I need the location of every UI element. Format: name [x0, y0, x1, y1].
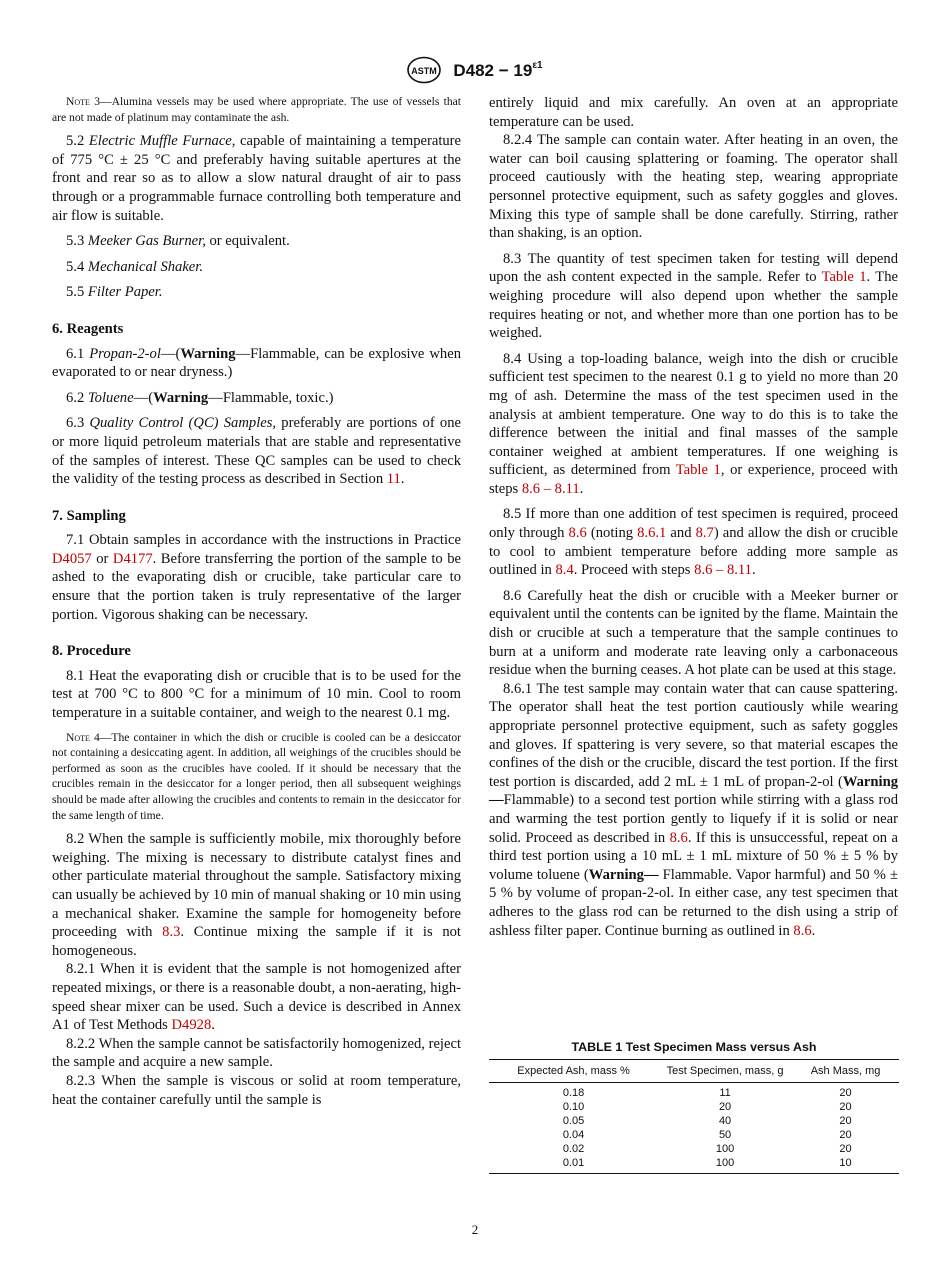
table-1 [489, 1040, 899, 1174]
ref-d4057[interactable]: D4057 [52, 550, 92, 567]
cell: 0.10 [562, 1101, 585, 1113]
ref-d4928[interactable]: D4928 [171, 1017, 212, 1034]
cell: 20 [718, 1101, 732, 1113]
svg-text:ASTM: ASTM [411, 66, 438, 76]
section-8-1: 8.1 Heat the evaporating dish or crucible that is to be used for the test at 700 °C to 800 °C for a minimum of 10 min. Cool to room temperature in a suitable container, and weigh to the nearest 0.1 mg. [52, 667, 461, 722]
astm-logo [407, 56, 441, 84]
heading-reagents: 6. Reagents [52, 320, 124, 337]
cell: 50 [718, 1129, 732, 1141]
cell: 20 [839, 1115, 852, 1127]
cell: 40 [718, 1115, 732, 1127]
ref-8-6-8-11[interactable]: 8.6 – 8.11 [694, 562, 752, 579]
ref-8-6[interactable]: 8.6 [793, 922, 812, 939]
note-3: Note 3—Alumina vessels may be used where appropriate. The use of vessels that are not made of platinum may contaminate the ash. [52, 95, 461, 124]
page-number: 2 [471, 1222, 479, 1237]
header-ash-mass: Ash Mass, mg [792, 1060, 899, 1083]
cell: 0.04 [562, 1129, 585, 1141]
ref-8-4[interactable]: 8.4 [555, 562, 574, 579]
cell: 0.05 [562, 1115, 585, 1127]
ref-8-6-1[interactable]: 8.6.1 [637, 525, 667, 542]
section-8-2: 8.2 When the sample is sufficiently mobile, mix thoroughly before weighing. The mixing is necessary to distribute catalyst fines and other particulate material throughout the sample. Satisfactory mixing can usually be achieved by 10 min of manual shaking or 10 min using a mechanical shaker. Examine the sample for homogeneity before proceeding with 8.3. Continue mixing the sample if it is not homogeneous. [52, 831, 461, 959]
heading-sampling: 7. Sampling [52, 507, 126, 524]
table-row [489, 1083, 899, 1101]
section-8-4: 8.4 Using a top-loading balance, weigh into the dish or crucible sufficient test specimen to the nearest 0.1 g to yield no more than 20 mg of ash. Determine the mass of the test specimen used in the analysis at ambient temperature. One way to do this is to take the difference between the initial and final masses of the sample container weighed at ambient temperatures. If one weighing is sufficient, as determined from Table 1, or experience, proceed with steps 8.6 – 8.11. [489, 350, 898, 497]
section-6-3: 6.3 Quality Control (QC) Samples, preferably are portions of one or more liquid petroleum materials that are stable and representative of the samples of interest. These QC samples can be used to check the validity of the testing process as described in Section 11. [52, 415, 461, 488]
section-8-2-2: 8.2.2 When the sample cannot be satisfactorily homogenized, reject the sample and acquire a new sample. [52, 1035, 461, 1071]
left-column [52, 94, 461, 1109]
table-row [489, 1114, 899, 1128]
ref-section-11[interactable]: 11 [386, 471, 401, 488]
cell: 0.18 [562, 1087, 585, 1099]
section-5-2: 5.2 Electric Muffle Furnace, capable of maintaining a temperature of 775 °C ± 25 °C and preferably having suitable apertures at the front and rear so as to allow a slow natural draught of air to pass through or a programmable furnace controlling both temperature and air flow is suitable. [52, 133, 462, 224]
ash-table [489, 1059, 899, 1174]
section-5-5: 5.5 Filter Paper. [66, 284, 163, 301]
section-8-2-3-continued: entirely liquid and mix carefully. An oven at an appropriate temperature can be used. [489, 95, 898, 130]
standard-designation: $D482 - 19^{\varepsilon 1}$ [453, 59, 543, 80]
cell: 20 [839, 1129, 852, 1141]
cell: 20 [839, 1101, 852, 1113]
ref-8-6[interactable]: 8.6 [669, 829, 688, 846]
note-4: Note 4—The container in which the dish or crucible is cooled can be a desiccator not containing a desiccating agent. In addition, all weighings of the crucibles should be performed as soon as the crucibles have cooled. If it should be necessary that the crucibles remain in the desiccator for a longer period, then all subsequent weighings should be made after allowing the crucibles and contents to remain in the desiccator for the same length of time. [52, 730, 461, 822]
heading-procedure: 8. Procedure [52, 643, 131, 660]
right-column [489, 94, 898, 947]
cell: 20 [839, 1087, 852, 1099]
section-8-5: 8.5 If more than one addition of test specimen is required, proceed only through 8.6 (noting 8.6.1 and 8.7) and allow the dish or crucible to cool to ambient temperature before adding more sample as outlined in 8.4. Proceed with steps 8.6 – 8.11. [489, 506, 899, 579]
ref-d4177[interactable]: D4177 [112, 550, 153, 567]
page-header [0, 56, 950, 84]
cell: 10 [792, 1156, 899, 1174]
header-expected-ash: Expected Ash, mass % [489, 1060, 658, 1083]
section-8-6-1: 8.6.1 The test sample may contain water that can cause spattering. The operator shall heat the test portion cautiously while wearing appropriate personnel protective equipment, such as safety goggles and gloves. If spattering is very severe, so that material escapes the confines of the dish or the crucible, discard the test portion. If the first test portion is discarded, add 2 mL ± 1 mL of propan-2-ol (Warning—Flammable) to a second test portion while stirring with a glass rod and warming the test portion gently to liquefy if it is solid or near solid. Proceed as described in 8.6. If this is unsuccessful, repeat on a third test portion using a 10 mL ± 1 mL mixture of 50 % ± 5 % by volume toluene (Warning— Flammable. Vapor harmful) and 50 % ± 5 % by volume of propan-2-ol. In either case, any test specimen that adheres to the glass rod can be returned to the dish using a strip of ashless filter paper. Continue burning as outlined in 8.6. [489, 680, 899, 939]
section-8-3: 8.3 The quantity of test specimen taken for testing will depend upon the ash content expected in the sample. Refer to Table 1. The weighing procedure will also depend upon whether the sample requires heating or not, and whether more than one portion has to be weighed. [489, 250, 898, 342]
cell: 100 [715, 1143, 735, 1155]
ref-table-1[interactable]: Table 1 [675, 462, 721, 479]
table-title: TABLE 1 Test Specimen Mass versus Ash [571, 1040, 817, 1054]
section-6-1: 6.1 Propan-2-ol—(Warning—Flammable, can be explosive when evaporated to or near dryness.) [52, 345, 461, 381]
cell: 0.01 [489, 1156, 658, 1174]
section-8-2-1: 8.2.1 When it is evident that the sample is not homogenized after repeated mixings, or there is a reasonable doubt, a non-aerating, high-speed shear mixer can be used. Such a device is described in Annex A1 of Test Methods D4928. [52, 961, 461, 1034]
ref-8-3[interactable]: 8.3 [162, 924, 181, 941]
table-row [489, 1142, 899, 1156]
cell: 0.02 [562, 1143, 585, 1155]
section-8-2-3: 8.2.3 When the sample is viscous or solid at room temperature, heat the container carefully until the sample is [52, 1072, 461, 1108]
header-test-specimen: Test Specimen, mass, g [658, 1060, 792, 1083]
table-row [489, 1128, 899, 1142]
section-8-6: 8.6 Carefully heat the dish or crucible with a Meeker burner or equivalent until the contents can be ignited by the flame. Maintain the dish or crucible at such a temperature that the sample continues to burn at a uniform and moderate rate leaving only a carbonaceous residue when the burning ceases. A hot plate can be used at this stage. [489, 587, 898, 679]
cell: 20 [839, 1143, 852, 1155]
table-row [489, 1156, 899, 1174]
section-8-2-4: 8.2.4 The sample can contain water. After heating in an oven, the water can boil causing splattering or foaming. The operator shall proceed cautiously with the heating step, wearing appropriate personnel protective equipment, such as safety goggles and gloves. Mixing this type of sample shall be done carefully. Stirring, rather than shaking, is an option. [489, 132, 898, 242]
ref-8-6-8-11[interactable]: 8.6 – 8.11 [521, 480, 580, 497]
section-5-3: 5.3 Meeker Gas Burner, or equivalent. [66, 233, 290, 250]
ref-8-7[interactable]: 8.7 [695, 525, 714, 542]
section-5-4: 5.4 Mechanical Shaker. [66, 258, 203, 275]
table-row [489, 1100, 899, 1114]
table-header-row [489, 1060, 899, 1083]
cell: 100 [658, 1156, 792, 1174]
ref-8-6[interactable]: 8.6 [568, 525, 587, 542]
section-7-1: 7.1 Obtain samples in accordance with the instructions in Practice D4057 or D4177. Before transferring the portion of the sample to be ashed to the evaporating dish or crucible, take particular care to ensure that the portion taken is truly representative of the larger portion. Vigorous shaking can be necessary. [52, 532, 461, 623]
ref-table-1[interactable]: Table 1 [821, 269, 867, 286]
section-6-2: 6.2 Toluene—(Warning—Flammable, toxic.) [66, 389, 334, 406]
cell: 11 [719, 1087, 731, 1099]
